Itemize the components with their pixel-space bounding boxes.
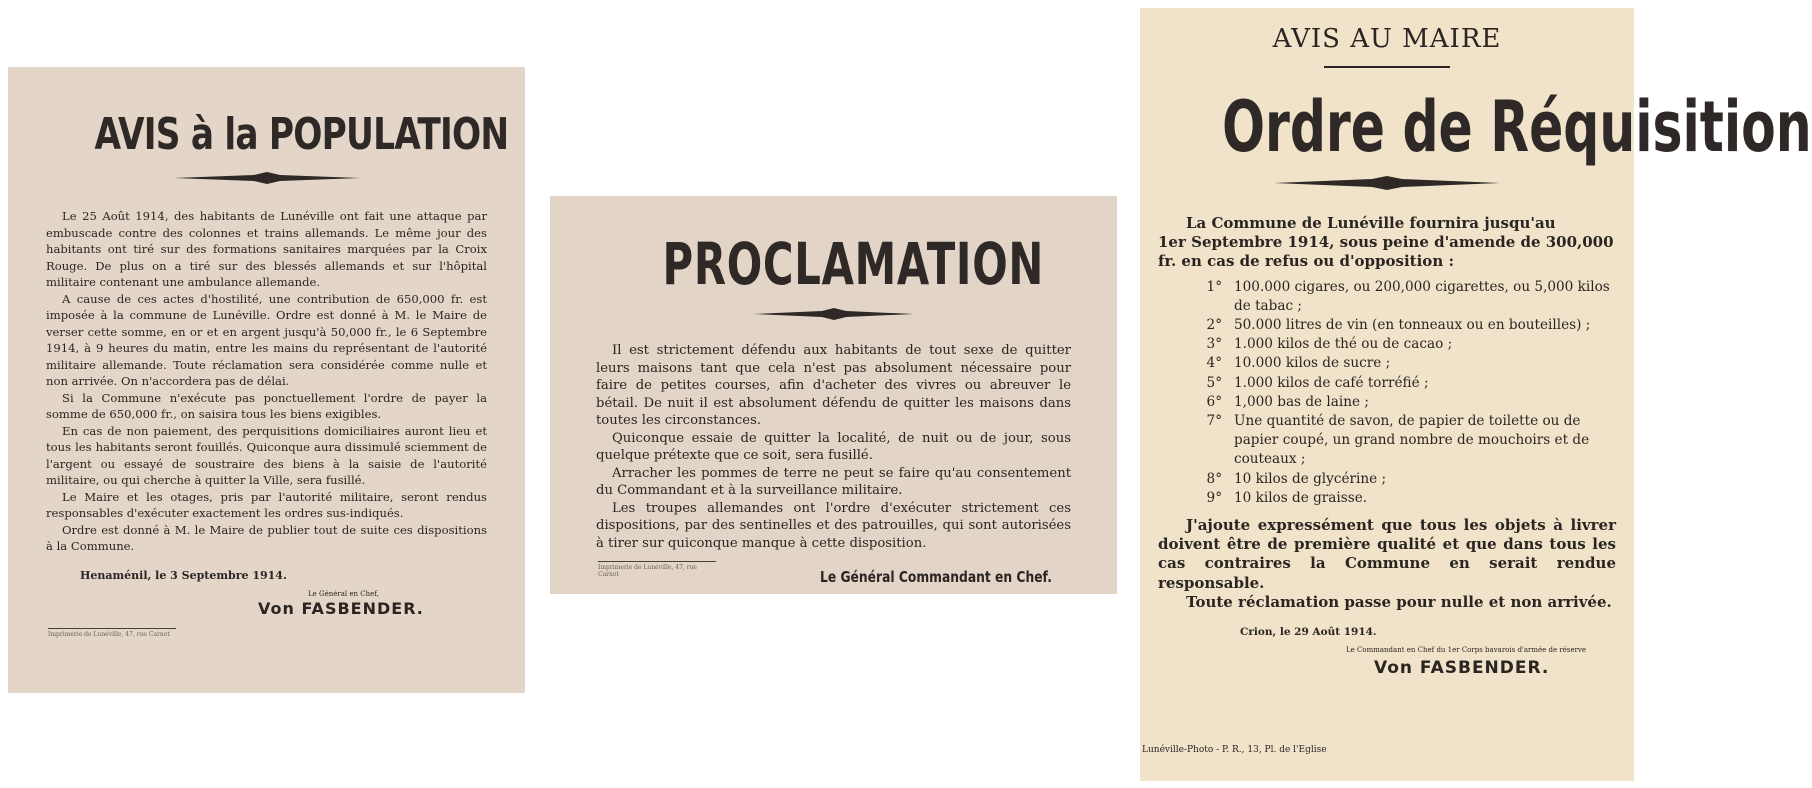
ornament-divider-icon xyxy=(754,308,914,320)
list-item xyxy=(1158,489,1616,508)
item-number: 1° xyxy=(1206,278,1222,295)
list-item xyxy=(1158,374,1616,393)
poster-title: Ordre de Réquisition xyxy=(1222,86,1812,168)
poster-proclamation xyxy=(550,196,1117,594)
item-text: 100.000 cigares, ou 200,000 cigarettes, ou 5,000 kilos de tabac ; xyxy=(1234,278,1610,314)
printer-imprint: Lunéville-Photo - P. R., 13, Pl. de l'Eglise xyxy=(1142,745,1327,755)
item-number: 5° xyxy=(1206,374,1222,391)
item-text: 10 kilos de graisse. xyxy=(1234,489,1368,506)
paragraph: J'ajoute expressément que tous les objets à livrer doivent être de première qualité et que dans tous les cas contraires la Commune en serait rendue responsable. xyxy=(1158,516,1616,592)
list-item xyxy=(1158,470,1616,489)
item-text: 10.000 kilos de sucre ; xyxy=(1234,355,1391,372)
item-text: 1.000 kilos de thé ou de cacao ; xyxy=(1234,336,1453,353)
list-item xyxy=(1158,316,1616,335)
paragraph: Le Maire et les otages, pris par l'autorité militaire, seront rendus responsables d'exécuter exactement les ordres sus-indiqués. xyxy=(46,489,487,520)
signatory-name: Von FASBENDER. xyxy=(1374,658,1550,679)
ornament-divider-icon xyxy=(174,172,360,184)
place-date: Henaménil, le 3 Septembre 1914. xyxy=(80,568,287,582)
requisition-list xyxy=(1158,278,1616,508)
signature: Le Général Commandant en Chef. xyxy=(820,568,1052,586)
closing-text xyxy=(1158,516,1616,612)
list-item xyxy=(1158,412,1616,470)
paragraph: Toute réclamation passe pour nulle et non arrivée. xyxy=(1186,592,1612,611)
paragraph: En cas de non paiement, des perquisitions domiciliaires auront lieu et tous les habitants seront fouillés. Quiconque aura dissimulé sciemment de l'argent ou essayé de soustraire des biens à la saisie de l'autorité militaire, ou qui cherche à quitter la Ville, sera fusillé. xyxy=(46,423,487,487)
item-number: 8° xyxy=(1206,470,1222,487)
list-item xyxy=(1158,393,1616,412)
item-number: 2° xyxy=(1206,317,1222,334)
paragraph: Si la Commune n'exécute pas ponctuellement l'ordre de payer la somme de 650,000 fr., on saisira tous les biens exigibles. xyxy=(46,390,487,421)
list-item xyxy=(1158,354,1616,373)
ornament-divider-icon xyxy=(1274,176,1500,190)
poster-title: PROCLAMATION xyxy=(662,230,1045,298)
printer-imprint: Imprimerie de Lunéville, 47, rue Carnot xyxy=(598,561,716,578)
poster-ordre-requisition xyxy=(1140,8,1812,781)
item-text: 1.000 kilos de café torréfié ; xyxy=(1234,374,1429,391)
poster-body xyxy=(46,208,487,555)
signatory-name: Von FASBENDER. xyxy=(258,598,424,618)
signatory-role: Le Commandant en Chef du 1er Corps bavarois d'armée de réserve xyxy=(1346,646,1587,655)
divider-rule xyxy=(1324,66,1450,68)
paragraph: Les troupes allemandes ont l'ordre d'exécuter strictement ces dispositions, par des sentinelles et des patrouilles, qui sont autorisées à tirer sur quiconque manque à cette disposition. xyxy=(596,500,1071,551)
item-number: 6° xyxy=(1206,393,1222,410)
place-date: Crion, le 29 Août 1914. xyxy=(1240,626,1377,639)
poster-pretitle: AVIS AU MAIRE xyxy=(1272,24,1502,54)
item-text: Une quantité de savon, de papier de toilette ou de papier coupé, un grand nombre de mouchoirs et de couteaux ; xyxy=(1234,413,1590,468)
signatory-role: Le Général en Chef, xyxy=(308,589,379,598)
poster-body xyxy=(596,342,1071,552)
poster-avis-population xyxy=(8,67,525,693)
intro-line: La Commune de Lunéville fournira jusqu'au xyxy=(1186,214,1556,232)
intro-rest: 1er Septembre 1914, sous peine d'amende de 300,000 fr. en cas de refus ou d'opposition : xyxy=(1158,233,1614,271)
item-text: 1,000 bas de laine ; xyxy=(1234,393,1369,410)
item-text: 50.000 litres de vin (en tonneaux ou en bouteilles) ; xyxy=(1234,317,1591,334)
paragraph: Il est strictement défendu aux habitants de tout sexe de quitter leurs maisons tant que cela n'est pas absolument nécessaire pour faire de petites courses, afin d'acheter des vivres ou abreuver le bétail. De nuit il est absolument défendu de quitter les maisons dans toutes les circonstances. xyxy=(596,343,1071,428)
paragraph: Quiconque essaie de quitter la localité, de nuit ou de jour, sous quelque prétexte que ce soit, sera fusillé. xyxy=(596,430,1071,463)
printer-imprint: Imprimerie de Lunéville, 47, rue Carnot xyxy=(48,628,176,638)
list-item xyxy=(1158,335,1616,354)
paragraph: Arracher les pommes de terre ne peut se faire qu'au consentement du Commandant et à la surveillance militaire. xyxy=(596,465,1071,498)
paragraph: A cause de ces actes d'hostilité, une contribution de 650,000 fr. est imposée à la commune de Lunéville. Ordre est donné à M. le Maire de verser cette somme, en or et en argent jusqu'à 50,000 fr., le 6 Septembre 1914, à 9 heures du matin, entre les mains du représentant de l'autorité militaire allemande. Toute réclamation sera considérée comme nulle et non arrivée. On n'accordera pas de délai. xyxy=(46,291,487,388)
item-number: 7° xyxy=(1206,413,1222,430)
poster-title: AVIS à la POPULATION xyxy=(94,109,509,160)
item-number: 4° xyxy=(1206,355,1222,372)
paragraph: Le 25 Août 1914, des habitants de Lunéville ont fait une attaque par embuscade contre des colonnes et trains allemands. Le même jour des habitants ont tiré sur des formations sanitaires marquées par la Croix Rouge. De plus on a tiré sur des blessés allemands et sur l'hôpital militaire contenant une ambulance allemande. xyxy=(46,209,487,289)
paragraph: Ordre est donné à M. le Maire de publier tout de suite ces dispositions à la Commune. xyxy=(46,522,487,553)
poster-body xyxy=(1158,214,1616,612)
item-number: 9° xyxy=(1206,489,1222,506)
list-item xyxy=(1158,278,1616,316)
item-number: 3° xyxy=(1206,336,1222,353)
item-text: 10 kilos de glycérine ; xyxy=(1234,470,1387,487)
